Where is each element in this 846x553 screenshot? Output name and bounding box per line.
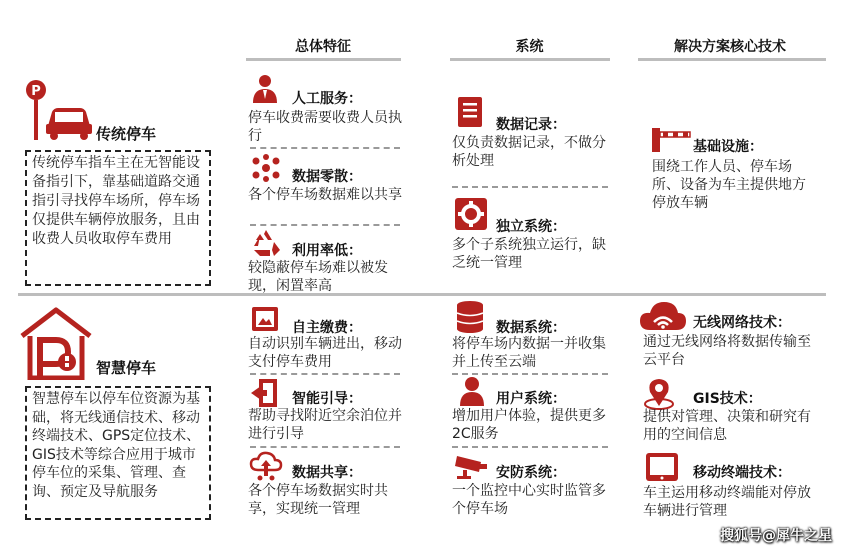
feature-desc: 停车收费需要收费人员执行 [248, 110, 402, 144]
traditional-desc-box: 传统停车指车主在无智能设备指引下，靠基础道路交通指引寻找停车场所，停车场仅提供车辆停放服务，且由收费人员收取停车费用 [25, 150, 211, 286]
parking-barrier-icon [650, 124, 692, 152]
tech-desc: 围绕工作人员、停车场所、设备为车主提供地方停放车辆 [652, 159, 806, 211]
tablet-icon [645, 452, 679, 482]
feature-title: 自主缴费： [292, 320, 362, 336]
feature-title: 数据共享： [292, 465, 362, 481]
dashed-divider [250, 446, 400, 448]
map-pin-icon [642, 376, 676, 410]
image-scan-icon [251, 306, 279, 332]
tech-desc: 车主运用移动终端能对停放车辆进行管理 [643, 485, 811, 519]
feature-desc: 帮助寻找附近空余泊位并进行引导 [248, 408, 402, 442]
system-title: 数据系统： [496, 320, 566, 336]
dashed-divider [452, 446, 608, 448]
traditional-title: 传统停车 [96, 125, 157, 143]
smart-parking-house-icon [18, 306, 94, 380]
database-icon [455, 300, 485, 334]
system-title: 数据记录： [496, 117, 566, 133]
header-features: 总体特征 [295, 39, 351, 55]
watermark: 搜狐号@犀牛之星 [720, 528, 832, 544]
header-tech: 解决方案核心技术 [674, 39, 786, 55]
header-systems: 系统 [515, 39, 544, 55]
dashed-divider [250, 373, 400, 375]
header-divider-3 [638, 58, 826, 61]
dashed-divider [250, 224, 400, 226]
document-icon [455, 96, 485, 128]
feature-title: 智能引导： [292, 391, 362, 407]
scattered-dots-icon [250, 153, 282, 183]
feature-desc: 自动识别车辆进出，移动支付停车费用 [248, 336, 402, 370]
smart-title: 智慧停车 [96, 359, 157, 377]
feature-desc: 各个停车场数据实时共享，实现统一管理 [248, 483, 388, 517]
smart-desc-box: 智慧停车以停车位资源为基础，将无线通信技术、移动终端技术、GPS定位技术、GIS技术等综合应用于城市停车位的采集、管理、查询、预定及导航服务 [25, 386, 211, 520]
svg-text:P: P [31, 84, 41, 99]
row-divider [18, 293, 826, 296]
cctv-camera-icon [453, 452, 489, 480]
feature-title: 数据零散： [292, 169, 362, 185]
tech-title: 无线网络技术： [693, 315, 791, 331]
system-desc: 多个子系统独立运行，缺乏统一管理 [452, 237, 606, 271]
header-divider-2 [450, 58, 610, 61]
system-title: 用户系统： [496, 391, 566, 407]
feature-desc: 各个停车场数据难以共享 [248, 187, 402, 203]
system-desc: 增加用户体验，提供更多2C服务 [452, 408, 606, 442]
recycle-icon [250, 228, 282, 258]
feature-desc: 较隐蔽停车场难以被发现，闲置率高 [248, 260, 388, 294]
cloud-share-icon [249, 450, 283, 482]
dashed-divider [452, 186, 608, 188]
system-desc: 仅负责数据记录，不做分析处理 [452, 135, 606, 169]
user-icon [459, 376, 485, 406]
system-desc: 将停车场内数据一并收集并上传至云端 [452, 336, 606, 370]
feature-title: 人工服务： [292, 91, 362, 107]
door-exit-icon [251, 378, 279, 408]
cashier-person-icon [250, 73, 280, 103]
cloud-wifi-icon [638, 300, 688, 332]
feature-title: 利用率低： [292, 243, 362, 259]
system-title: 独立系统： [496, 219, 566, 235]
tech-title: 基础设施： [693, 139, 763, 155]
dashed-divider [250, 147, 400, 149]
tech-desc: 通过无线网络将数据传输至云平台 [643, 334, 811, 368]
tech-desc: 提供对管理、决策和研究有用的空间信息 [643, 409, 811, 443]
system-desc: 一个监控中心实时监管多个停车场 [452, 483, 606, 517]
dashed-divider [452, 373, 608, 375]
gear-icon [455, 198, 487, 230]
system-title: 安防系统： [496, 465, 566, 481]
header-divider-1 [246, 58, 401, 61]
tech-title: GIS技术： [693, 391, 762, 407]
tech-title: 移动终端技术： [693, 465, 791, 481]
parking-car-icon [24, 78, 94, 142]
